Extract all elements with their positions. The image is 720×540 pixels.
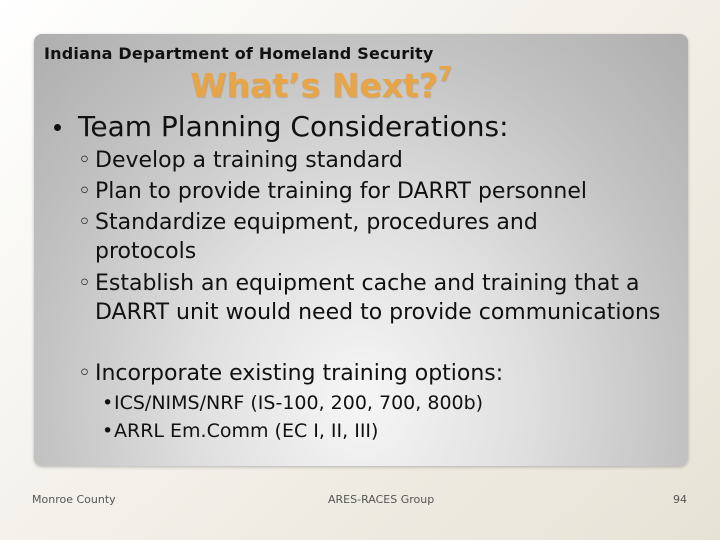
footer-center: ARES-RACES Group bbox=[328, 493, 435, 506]
circle-bullet-icon: ◦ bbox=[78, 210, 91, 235]
dot-bullet-icon: • bbox=[102, 392, 114, 414]
sub-bullet-text: Standardize equipment, procedures and protocols bbox=[95, 210, 538, 264]
sub-bullet-text: Plan to provide training for DARRT personnel bbox=[95, 179, 587, 204]
circle-bullet-icon: ◦ bbox=[78, 179, 91, 204]
dot-bullet-icon: • bbox=[102, 420, 114, 442]
sub-bullet-text: Develop a training standard bbox=[95, 148, 403, 173]
bullet-dot-icon bbox=[54, 124, 61, 131]
sub-sub-bullet-text: ICS/NIMS/NRF (IS-100, 200, 700, 800b) bbox=[114, 392, 484, 414]
title-superscript: 7 bbox=[437, 62, 452, 86]
sub-sub-bullet-text: ARRL Em.Comm (EC I, II, III) bbox=[114, 420, 379, 442]
organization-header: Indiana Department of Homeland Security bbox=[44, 44, 434, 63]
page-number: 94 bbox=[673, 493, 687, 506]
sub-bullet-text: Establish an equipment cache and training that a DARRT unit would need to provide communications bbox=[95, 271, 661, 325]
main-bullet-text: Team Planning Considerations: bbox=[78, 110, 509, 143]
circle-bullet-icon: ◦ bbox=[78, 271, 91, 296]
slide-title bbox=[190, 62, 452, 105]
circle-bullet-icon: ◦ bbox=[78, 361, 91, 386]
footer-left: Monroe County bbox=[32, 493, 116, 506]
sub-bullet-text: Incorporate existing training options: bbox=[95, 361, 504, 386]
circle-bullet-icon: ◦ bbox=[78, 148, 91, 173]
slide-title-text: What’s Next? bbox=[190, 66, 438, 105]
